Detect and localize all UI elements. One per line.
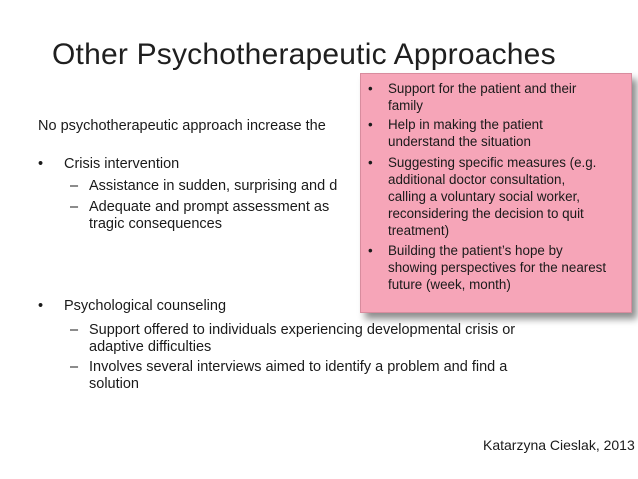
bullet-mark: • — [368, 243, 373, 258]
author-credit: Katarzyna Cieslak, 2013 — [483, 437, 635, 453]
sub-item-text: tragic consequences — [89, 216, 222, 232]
sub-item-text: Support offered to individuals experiencing developmental crisis or — [89, 322, 516, 338]
bullet-heading: Psychological counseling — [64, 298, 227, 314]
sub-item-text: solution — [89, 376, 139, 392]
callout-item-text: Suggesting specific measures (e.g. additional doctor consultation, calling a voluntary social worker, reconsidering the decision to quit treatment) — [388, 155, 597, 238]
dash-mark: – — [70, 178, 79, 194]
dash-mark: – — [70, 199, 79, 215]
slide-title: Other Psychotherapeutic Approaches — [52, 38, 556, 71]
intro-text: No psychotherapeutic approach increase the — [38, 118, 326, 134]
callout-item-text: Support for the patient and their family — [388, 81, 577, 113]
bullet-mark: • — [38, 298, 44, 314]
dash-mark: – — [70, 322, 79, 338]
callout-item-text: Help in making the patient understand the situation — [388, 117, 543, 149]
bullet-mark: • — [368, 117, 373, 132]
bullet-mark: • — [38, 156, 44, 172]
sub-item-text: Involves several interviews aimed to identify a problem and find a — [89, 359, 508, 375]
bullet-mark: • — [368, 155, 373, 170]
dash-mark: – — [70, 359, 79, 375]
callout-item-text: Building the patient’s hope by showing perspectives for the nearest future (week, month) — [388, 243, 607, 292]
bullet-heading: Crisis intervention — [64, 156, 180, 172]
bullet-mark: • — [368, 81, 373, 96]
sub-item-text: adaptive difficulties — [89, 339, 212, 355]
callout-box — [360, 73, 632, 313]
sub-item-text: Adequate and prompt assessment as — [89, 199, 330, 215]
sub-item-text: Assistance in sudden, surprising and d — [89, 178, 338, 194]
